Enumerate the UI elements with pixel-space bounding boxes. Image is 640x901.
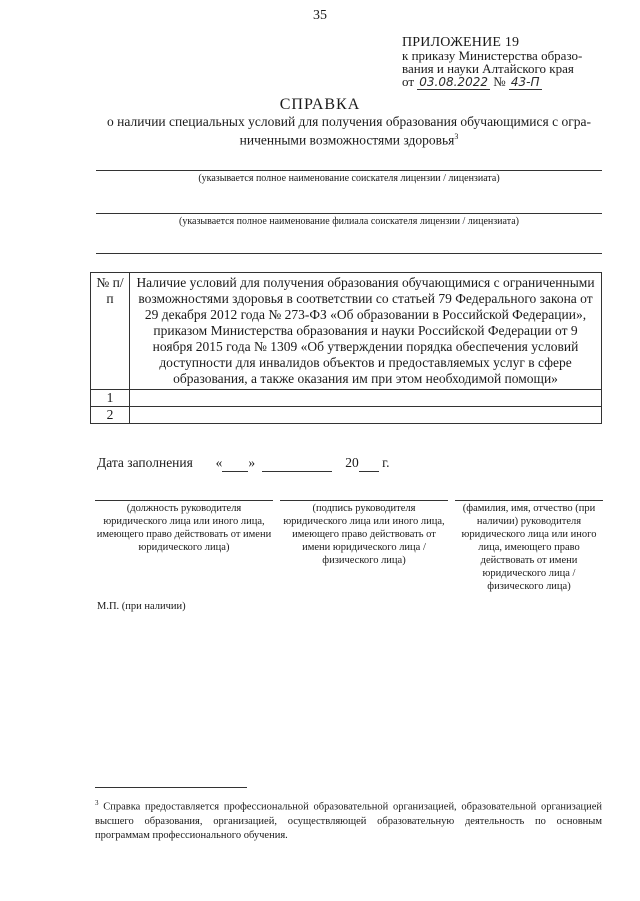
appendix-date-prefix: от: [402, 74, 415, 89]
table-header-row: [91, 273, 602, 390]
position-line[interactable]: [95, 500, 273, 501]
subtitle-text: ниченными возможностями здоровья: [239, 132, 455, 148]
appendix-line-2: вания и науки Алтайского края: [402, 61, 574, 76]
page-number: 35: [313, 8, 327, 23]
day-field[interactable]: [222, 455, 248, 472]
document-title: СПРАВКА: [279, 96, 361, 113]
document-subtitle-line-1: о наличии специальных условий для получения образования обучающимися с огра-: [107, 114, 591, 129]
footnote-reference: 3: [454, 132, 459, 141]
appendix-number-value: 43-П: [510, 75, 540, 89]
applicant-caption: (указывается полное наименование соискателя лицензии / лицензиата): [198, 173, 500, 184]
signature-caption: (подпись руководителя юридического лица или иного лица, имеющего право действовать от имени юридического лица / физического лица): [283, 503, 445, 566]
header-number: № п/п: [91, 273, 130, 390]
close-quote: »: [248, 455, 256, 470]
footnote-separator: [95, 787, 247, 788]
branch-caption: (указывается полное наименование филиала соискателя лицензии / лицензиата): [179, 216, 519, 227]
appendix-line-1: к приказу Министерства образо-: [402, 48, 583, 63]
position-caption: (должность руководителя юридического лица или иного лица, имеющего право действовать от имени юридического лица): [96, 503, 272, 553]
row-text[interactable]: [130, 407, 602, 424]
appendix-date-line: [402, 75, 617, 90]
branch-name-line[interactable]: [96, 213, 602, 214]
table-row: [91, 390, 602, 407]
document-subtitle-line-2: [96, 129, 602, 148]
conditions-table: [90, 272, 602, 424]
appendix-header: [402, 36, 617, 90]
row-number: 2: [91, 407, 130, 424]
document-subtitle: [96, 114, 602, 148]
signature-line[interactable]: [280, 500, 448, 501]
footnote: [95, 796, 602, 843]
appendix-title: ПРИЛОЖЕНИЕ 19: [402, 35, 520, 50]
year-prefix: 20: [345, 455, 359, 470]
footnote-mark: 3: [95, 799, 99, 807]
year-field[interactable]: [359, 455, 379, 472]
full-name-line[interactable]: [455, 500, 603, 501]
fill-date: [97, 455, 389, 472]
footnote-text: Справка предоставляется профессиональной образовательной организацией, образовательной организацией высшего образования, организацией, осуществляющей образовательную деятельность по основным программам профессионального обучения.: [95, 801, 602, 841]
fill-date-label: Дата заполнения: [97, 455, 193, 470]
table-row: [91, 407, 602, 424]
stamp-label: М.П. (при наличии): [97, 601, 186, 612]
appendix-date-value: 03.08.2022: [419, 75, 488, 89]
month-field[interactable]: [262, 455, 332, 472]
row-number: 1: [91, 390, 130, 407]
blank-line[interactable]: [96, 253, 602, 254]
year-suffix: г.: [382, 455, 390, 470]
row-text[interactable]: [130, 390, 602, 407]
applicant-name-line[interactable]: [96, 170, 602, 171]
appendix-number-sign: №: [493, 74, 506, 89]
full-name-caption: (фамилия, имя, отчество (при наличии) руководителя юридического лица или иного лица, имеющего право действовать от имени юридического лица / физического лица): [461, 503, 597, 592]
open-quote: «: [215, 455, 223, 470]
header-conditions: Наличие условий для получения образования обучающимися с ограниченными возможностями здоровья в соответствии со статьей 79 Федерального закона от 29 декабря 2012 года № 273-ФЗ «Об образовании в Российской Федерации», приказом Министерства образования и науки Российской Федерации от 9 ноября 2015 года № 1309 «Об утверждении порядка обеспечения условий доступности для инвалидов объектов и предоставляемых услуг в сфере образования, а также оказания им при этом необходимой помощи»: [130, 273, 602, 390]
